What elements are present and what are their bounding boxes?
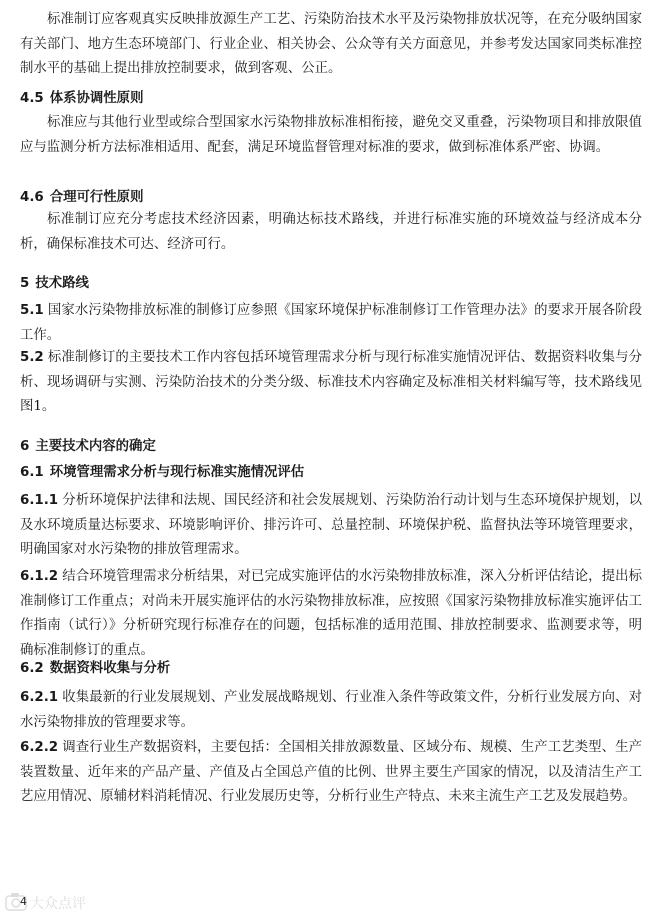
paragraph-5-1 xyxy=(20,299,642,348)
clause-text: 调查行业生产数据资料，主要包括：全国相关排放源数量、区域分布、规模、生产工艺类型、生产装置数量、近年来的产品产量、产值及占全国总产值的比例、世界主要生产国家的情况，以及清洁生产工艺应用情况、原辅材料消耗情况、行业发展历史等，分析行业生产特点、未来主流生产工艺及发展趋势。 xyxy=(20,740,642,804)
clause-text: 收集最新的行业发展规划、产业发展战略规划、行业准入条件等政策文件，分析行业发展方向、对水污染物排放的管理要求等。 xyxy=(20,690,642,730)
section-number: 4.5 xyxy=(20,91,44,106)
section-heading-6 xyxy=(20,436,642,458)
section-number: 6.2 xyxy=(20,661,44,676)
clause-text: 标准制修订的主要技术工作内容包括环境管理需求分析与现行标准实施情况评估、数据资料收集与分析、现场调研与实测、污染防治技术的分类分级、标准技术内容确定及标准相关材料编写等，技术路线见图1。 xyxy=(20,350,642,414)
section-number: 5 xyxy=(20,276,30,291)
paragraph-6-1-2 xyxy=(20,565,642,663)
paragraph-6-2-1 xyxy=(20,686,642,735)
clause-number: 5.2 xyxy=(20,350,44,365)
section-title: 技术路线 xyxy=(35,276,89,291)
clause-number: 6.1.2 xyxy=(20,569,59,584)
watermark-label: 大众点评 xyxy=(30,896,86,912)
section-title: 合理可行性原则 xyxy=(49,190,144,205)
paragraph-intro: 标准制订应客观真实反映排放源生产工艺、污染防治技术水平及污染物排放状况等，在充分吸纳国家有关部门、地方生态环境部门、行业企业、相关协会、公众等有关方面意见，并参考发达国家同类标准控制水平的基础上提出排放控制要求，做到客观、公正。 xyxy=(20,12,642,76)
section-title: 环境管理需求分析与现行标准实施情况评估 xyxy=(49,465,305,480)
clause-text: 结合环境管理需求分析结果，对已完成实施评估的水污染物排放标准，深入分析评估结论，提出标准制修订工作重点；对尚未开展实施评估的水污染物排放标准，应按照《国家污染物排放标准实施评估工作指南（试行）》分析研究现行标准存在的问题，包括标准的适用范围、排放控制要求、监测要求等，明确标准制修订的重点。 xyxy=(20,569,642,658)
section-heading-4-5 xyxy=(20,88,642,110)
paragraph-5-2 xyxy=(20,346,642,420)
section-title: 数据资料收集与分析 xyxy=(49,661,171,676)
section-heading-6-1 xyxy=(20,462,642,484)
section-heading-4-6 xyxy=(20,187,642,209)
section-title: 主要技术内容的确定 xyxy=(35,439,156,454)
section-heading-6-2 xyxy=(20,658,642,680)
page-number: 4 xyxy=(20,895,27,908)
clause-number: 6.2.2 xyxy=(20,740,59,755)
clause-number: 5.1 xyxy=(20,303,44,318)
paragraph-6-1-1 xyxy=(20,489,642,563)
clause-number: 6.2.1 xyxy=(20,690,59,705)
clause-text: 分析环境保护法律和法规、国民经济和社会发展规划、污染防治行动计划与生态环境保护规划，以及水环境质量达标要求、环境影响评价、排污许可、总量控制、环境保护税、监督执法等环境管理要求，明确国家对水污染物的排放管理需求。 xyxy=(20,493,642,557)
section-heading-5 xyxy=(20,273,642,295)
section-number: 6.1 xyxy=(20,465,44,480)
paragraph-6-2-2 xyxy=(20,736,642,810)
clause-text: 国家水污染物排放标准的制修订应参照《国家环境保护标准制修订工作管理办法》的要求开展各阶段工作。 xyxy=(20,303,642,343)
section-number: 4.6 xyxy=(20,190,44,205)
clause-number: 6.1.1 xyxy=(20,493,59,508)
section-title: 体系协调性原则 xyxy=(49,91,144,106)
section-number: 6 xyxy=(20,439,30,454)
paragraph-4-5: 标准应与其他行业型或综合型国家水污染物排放标准相衔接，避免交叉重叠，污染物项目和排放限值应与监测分析方法标准相适用、配套，满足环境监督管理对标准的要求，做到标准体系严密、协调。 xyxy=(20,115,642,155)
paragraph-4-6: 标准制订应充分考虑技术经济因素，明确达标技术路线，并进行标准实施的环境效益与经济成本分析，确保标准技术可达、经济可行。 xyxy=(20,212,642,252)
